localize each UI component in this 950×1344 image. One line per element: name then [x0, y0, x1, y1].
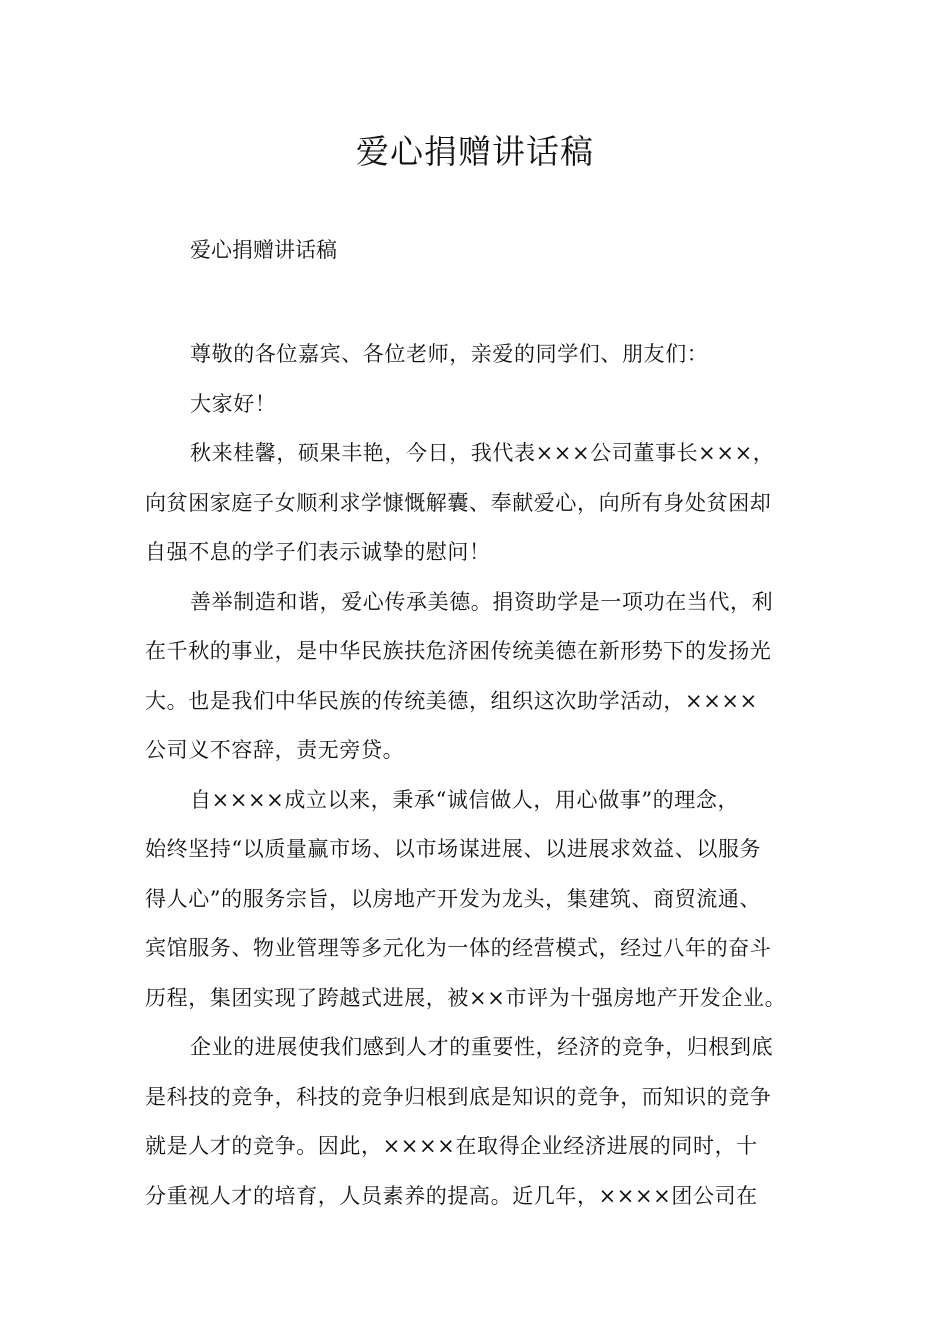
body-line: 得人心”的服务宗旨，以房地产开发为龙头，集建筑、商贸流通、	[145, 886, 762, 911]
body-line: 企业的进展使我们感到人才的重要性，经济的竞争，归根到底	[190, 1035, 774, 1059]
body-line: 宾馆服务、物业管理等多元化为一体的经营模式，经过八年的奋斗	[145, 936, 772, 960]
body-line: 尊敬的各位嘉宾、各位老师，亲爱的同学们、朋友们：	[190, 342, 709, 366]
document-title: 爱心捐赠讲话稿	[356, 132, 594, 171]
body-line: 自××××成立以来，秉承“诚信做人，用心做事”的理念，	[190, 787, 740, 812]
body-line: 公司义不容辞，责无旁贷。	[145, 738, 405, 762]
body-line: 大。也是我们中华民族的传统美德，组织这次助学活动，××××	[145, 688, 758, 713]
body-line: 秋来桂馨，硕果丰艳，今日，我代表×××公司董事长×××，	[190, 441, 775, 465]
body-line: 分重视人才的培育，人员素养的提高。近几年，××××团公司在	[145, 1183, 758, 1208]
document-body	[145, 330, 810, 1221]
body-line: 是科技的竞争，科技的竞争归根到底是知识的竞争，而知识的竞争	[145, 1084, 772, 1109]
body-line: 就是人才的竞争。因此，××××在取得企业经济进展的同时，十	[145, 1134, 758, 1158]
body-line: 历程，集团实现了跨越式进展，被××市评为十强房地产开发企业。	[145, 985, 787, 1010]
body-line: 善举制造和谐，爱心传承美德。捐资助学是一项功在当代，利	[190, 589, 774, 614]
body-line: 始终坚持“以质量赢市场、以市场谋进展、以进展求效益、以服务	[145, 837, 762, 861]
document-subtitle: 爱心捐赠讲话稿	[190, 238, 337, 262]
body-line: 自强不息的学子们表示诚挚的慰问！	[145, 540, 491, 564]
body-line: 向贫困家庭子女顺利求学慷慨解囊、奉献爱心，向所有身处贫困却	[145, 490, 772, 515]
body-line: 在千秋的事业，是中华民族扶危济困传统美德在新形势下的发扬光	[145, 639, 772, 663]
body-line: 大家好！	[190, 391, 277, 416]
